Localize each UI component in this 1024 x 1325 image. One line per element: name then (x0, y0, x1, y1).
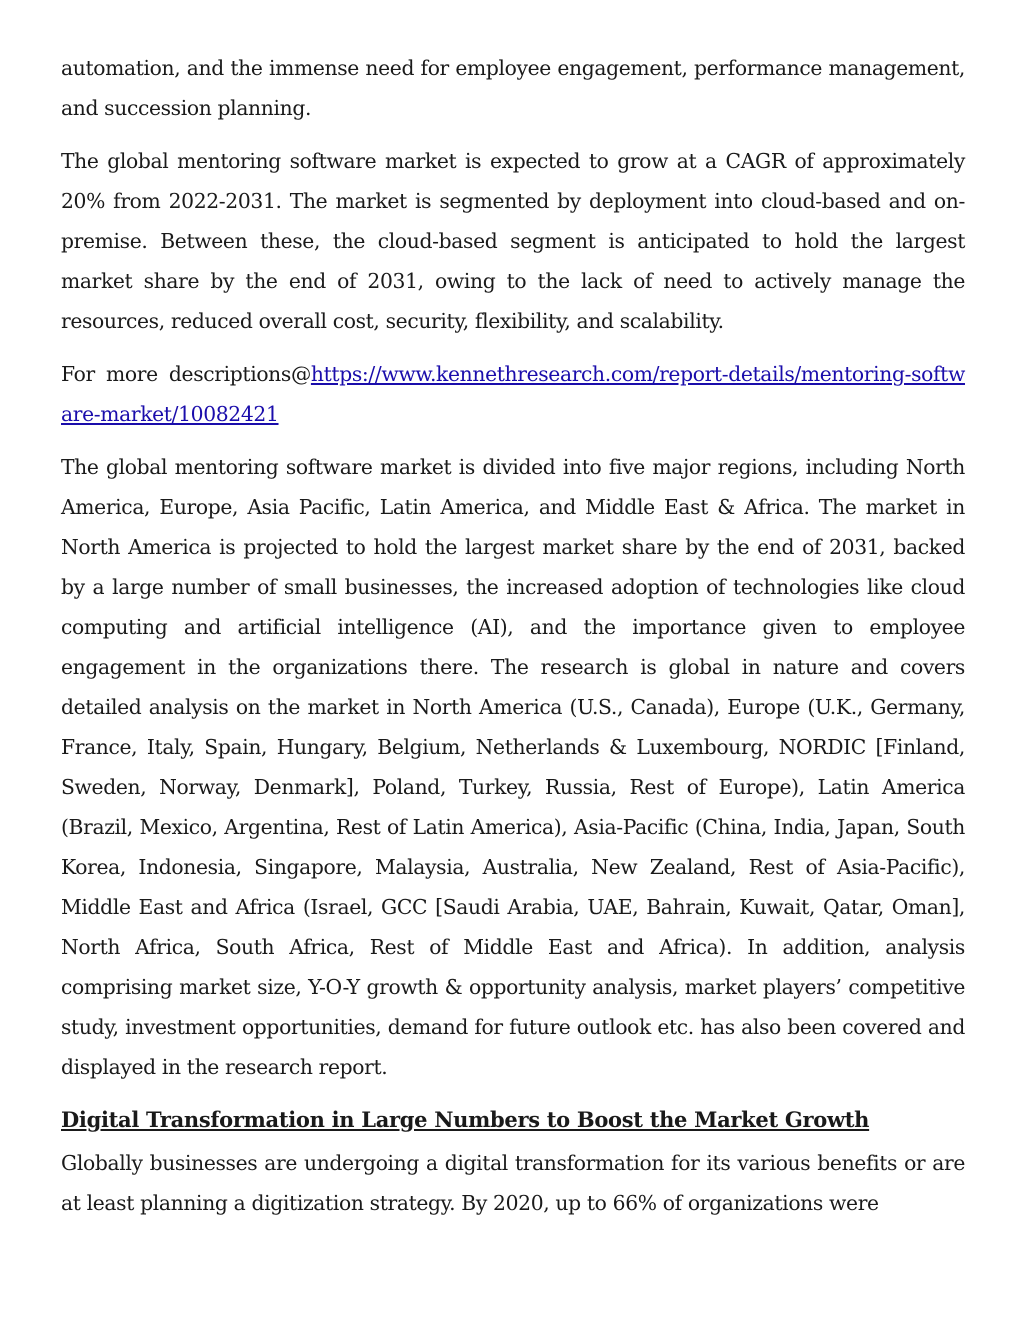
paragraph-regional-analysis: The global mentoring software market is divided into five major regions, including North America, Europe, Asia Pacific, Latin America, and Middle East & Africa. The market in North America is projected to hold the largest market share by the end of 2031, backed by a large number of small businesses, the increased adoption of technologies like cloud computing and artificial intelligence (AI), and the importance given to employee engagement in the organizations there. The research is global in nature and covers detailed analysis on the market in North America (U.S., Canada), Europe (U.K., Germany, France, Italy, Spain, Hungary, Belgium, Netherlands & Luxembourg, NORDIC [Finland, Sweden, Norway, Denmark], Poland, Turkey, Russia, Rest of Europe), Latin America (Brazil, Mexico, Argentina, Rest of Latin America), Asia-Pacific (China, India, Japan, South Korea, Indonesia, Singapore, Malaysia, Australia, New Zealand, Rest of Asia-Pacific), Middle East and Africa (Israel, GCC [Saudi Arabia, UAE, Bahrain, Kuwait, Qatar, Oman], North Africa, South Africa, Rest of Middle East and Africa). In addition, analysis comprising market size, Y-O-Y growth & opportunity analysis, market players’ competitive study, investment opportunities, demand for future outlook etc. has also been covered and displayed in the research report. (61, 455, 965, 1079)
paragraph-intro-continuation: automation, and the immense need for employee engagement, performance management, and succession planning. (61, 56, 965, 120)
paragraph-more-descriptions (61, 354, 965, 434)
section-heading: Digital Transformation in Large Numbers to Boost the Market Growth (61, 1107, 870, 1132)
paragraph-digital-transformation: Globally businesses are undergoing a digital transformation for its various benefits or are at least planning a digitization strategy. By 2020, up to 66% of organizations were (61, 1151, 965, 1215)
descriptions-prefix: For more descriptions@ (61, 362, 311, 386)
report-details-link[interactable]: https://www.kennethresearch.com/report-details/mentoring-software-market/10082421 (61, 362, 965, 426)
paragraph-market-growth: The global mentoring software market is expected to grow at a CAGR of approximately 20% from 2022-2031. The market is segmented by deployment into cloud-based and on-premise. Between these, the cloud-based segment is anticipated to hold the largest market share by the end of 2031, owing to the lack of need to actively manage the resources, reduced overall cost, security, flexibility, and scalability. (61, 149, 965, 333)
document-page (61, 48, 965, 1236)
